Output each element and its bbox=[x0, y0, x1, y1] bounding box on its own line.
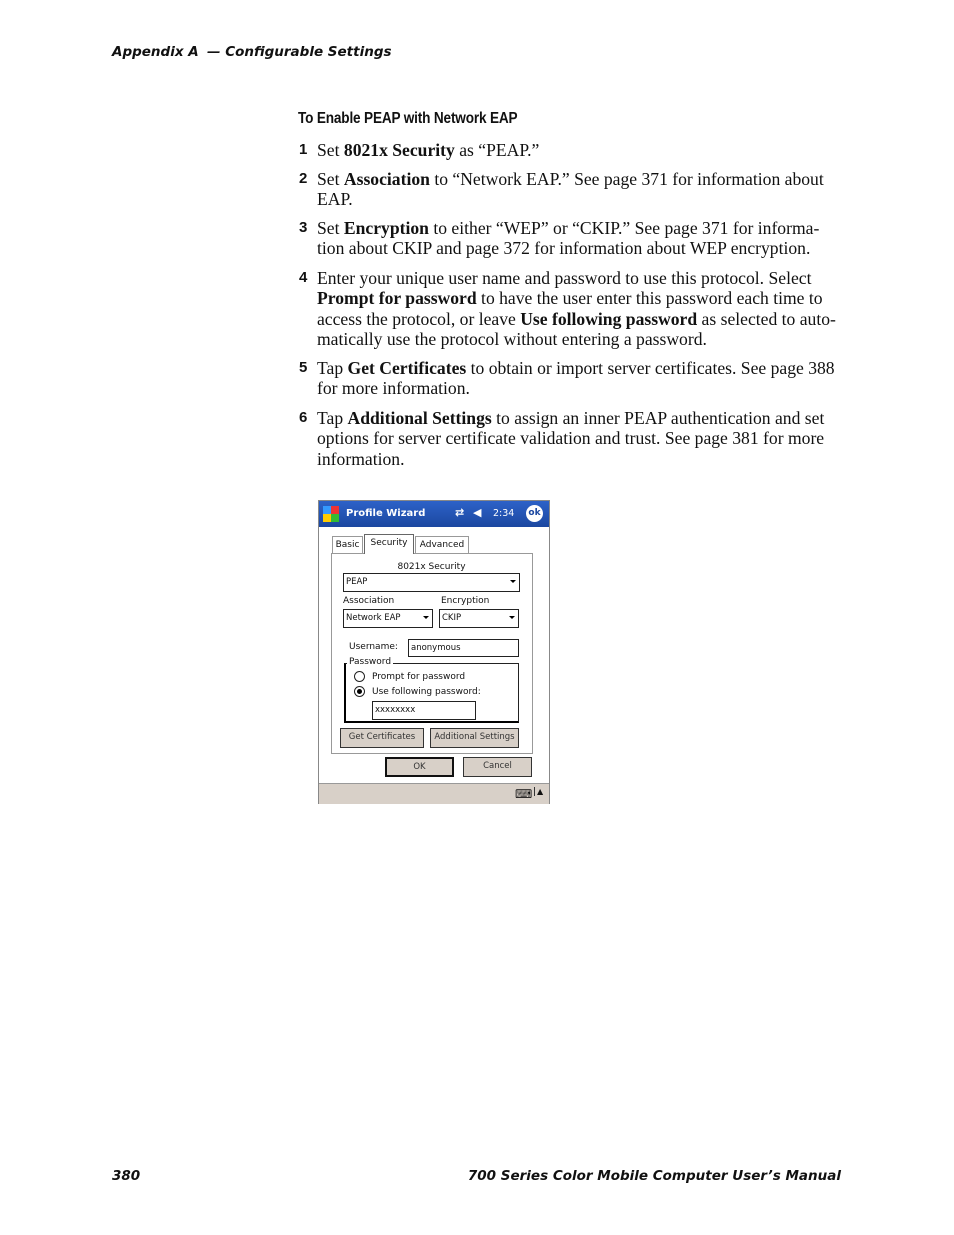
step-1: 1 Set 8021x Security as “PEAP.” bbox=[299, 140, 540, 160]
menu-bar bbox=[319, 783, 549, 804]
step-number: 6 bbox=[299, 409, 308, 426]
ok-button[interactable]: OK bbox=[385, 757, 454, 777]
radio-use-label[interactable]: Use following password: bbox=[372, 687, 481, 697]
section-heading: To Enable PEAP with Network EAP bbox=[298, 110, 518, 127]
radio-prompt-label[interactable]: Prompt for password bbox=[372, 672, 466, 682]
chevron-down-icon bbox=[509, 616, 515, 619]
step-number: 3 bbox=[299, 219, 308, 236]
step-2: 2 Set Association to “Network EAP.” See page 371 for information about EAP. bbox=[299, 169, 824, 210]
keyboard-icon[interactable]: ⌨ bbox=[515, 787, 533, 801]
radio-prompt-password[interactable] bbox=[354, 671, 365, 682]
step-number: 4 bbox=[299, 269, 308, 286]
association-select[interactable]: Network EAP bbox=[343, 609, 433, 628]
additional-settings-button[interactable]: Additional Settings bbox=[430, 728, 519, 748]
ok-close-button[interactable]: ok bbox=[526, 505, 543, 522]
step-number: 5 bbox=[299, 359, 308, 376]
connectivity-icon[interactable]: ⇄ bbox=[455, 506, 465, 519]
chevron-down-icon bbox=[423, 616, 429, 619]
step-number: 1 bbox=[299, 141, 308, 158]
password-input[interactable]: xxxxxxxx bbox=[372, 701, 476, 720]
step-number: 2 bbox=[299, 170, 308, 187]
profile-wizard-screenshot bbox=[318, 500, 550, 804]
page-number: 380 bbox=[112, 1168, 141, 1184]
volume-icon[interactable]: ◀ bbox=[473, 506, 482, 519]
step-3: 3 Set Encryption to either “WEP” or “CKIP.” See page 371 for informa-tion about CKIP and page 372 for information about WEP encryption. bbox=[299, 218, 820, 259]
cancel-button[interactable]: Cancel bbox=[463, 757, 532, 777]
tab-basic[interactable]: Basic bbox=[332, 536, 363, 554]
encryption-label: Encryption bbox=[441, 596, 490, 606]
radio-use-password[interactable] bbox=[354, 686, 365, 697]
step-5: 5 Tap Get Certificates to obtain or import server certificates. See page 388 for more information. bbox=[299, 358, 835, 399]
tab-advanced[interactable]: Advanced bbox=[415, 536, 469, 554]
username-input[interactable]: anonymous bbox=[408, 639, 519, 657]
windows-start-icon[interactable] bbox=[323, 506, 339, 522]
manual-title: 700 Series Color Mobile Computer User’s Manual bbox=[467, 1168, 841, 1184]
tab-security[interactable]: Security bbox=[364, 534, 414, 554]
chevron-down-icon bbox=[510, 580, 516, 583]
username-label: Username: bbox=[349, 642, 398, 652]
input-panel-arrow-icon[interactable]: ▲ bbox=[534, 787, 543, 796]
step-6: 6 Tap Additional Settings to assign an inner PEAP authentication and set options for server certificate validation and trust. See page 381 for more information. bbox=[299, 408, 825, 469]
window-title: Profile Wizard bbox=[346, 508, 426, 519]
header-appendix: Appendix A bbox=[112, 44, 199, 60]
association-label: Association bbox=[343, 596, 395, 606]
clock[interactable]: 2:34 bbox=[493, 508, 515, 519]
security-label: 8021x Security bbox=[397, 562, 466, 572]
title-bar bbox=[319, 501, 549, 527]
password-group-label: Password bbox=[349, 657, 392, 667]
encryption-select[interactable]: CKIP bbox=[439, 609, 519, 628]
step-4: 4 Enter your unique user name and password to use this protocol. Select Prompt for password to have the user enter this password each time to access the protocol, or leave Use following password as selected to auto-matically use the protocol without entering a password. bbox=[299, 268, 836, 350]
header-section: — Configurable Settings bbox=[207, 44, 392, 60]
security-select[interactable]: PEAP bbox=[343, 573, 520, 592]
get-certificates-button[interactable]: Get Certificates bbox=[340, 728, 424, 748]
